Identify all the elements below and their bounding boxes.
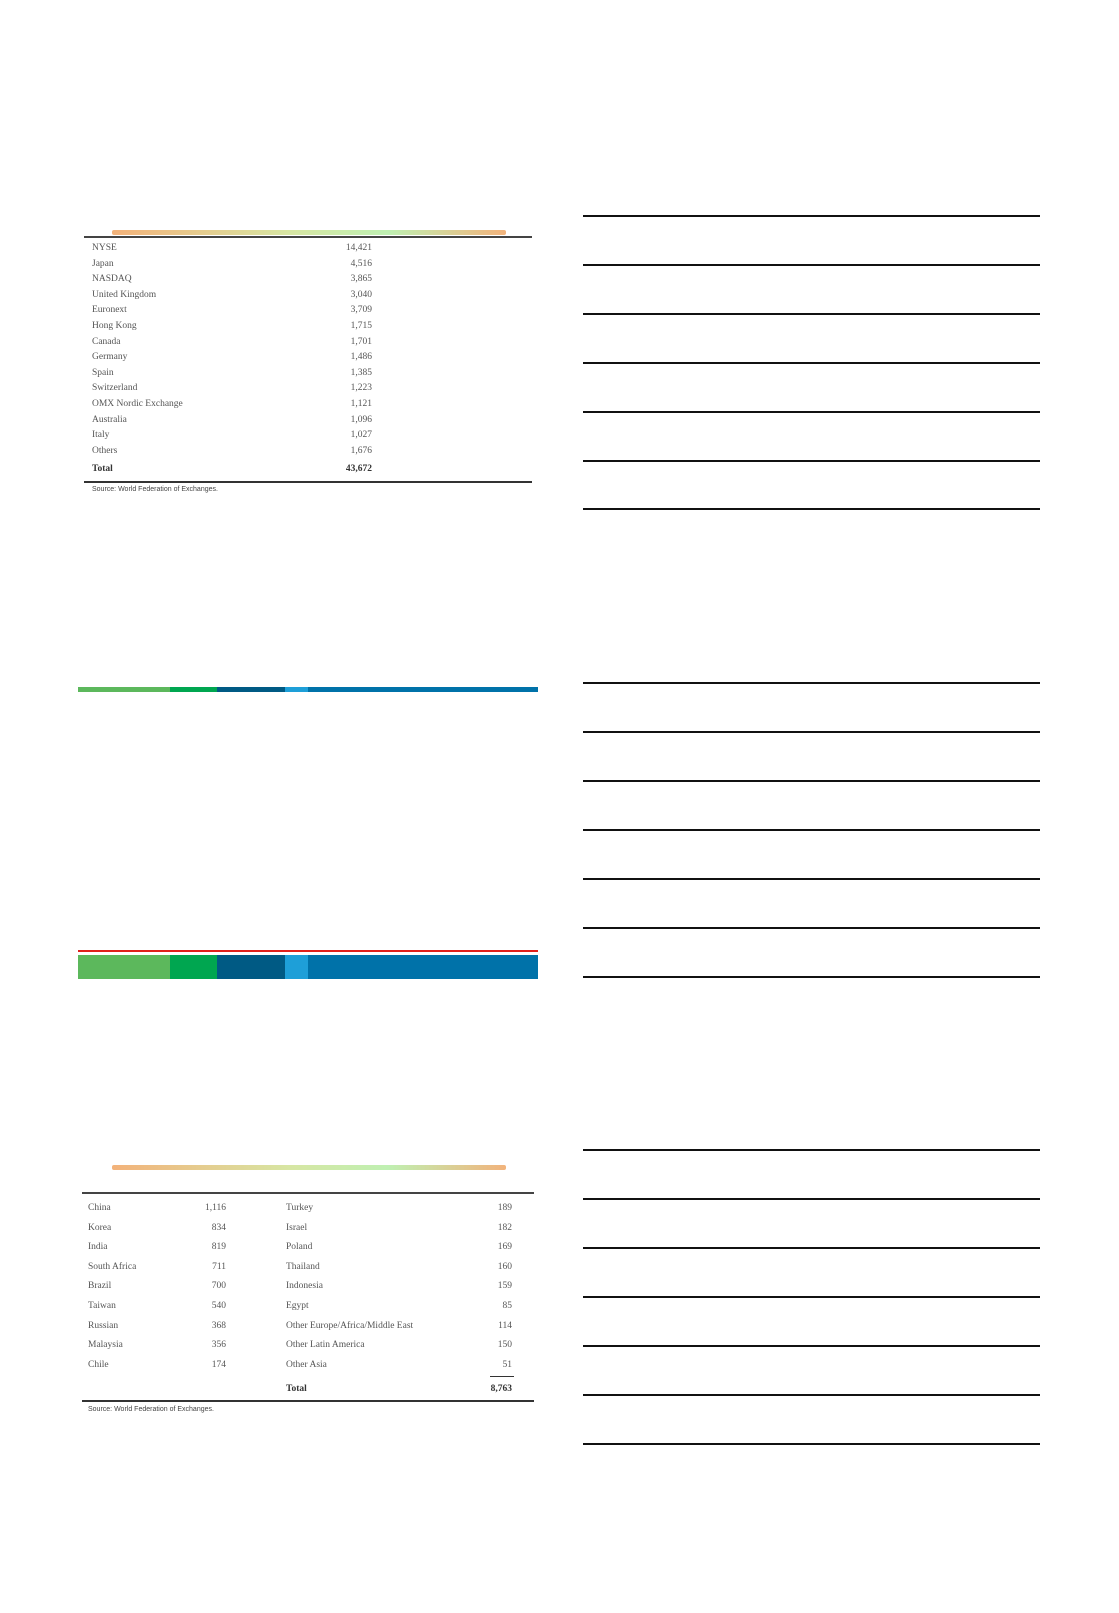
total-rule	[490, 1376, 514, 1377]
table-row: Russian 368	[88, 1320, 226, 1331]
slide-2	[78, 640, 538, 940]
note-line	[583, 460, 1040, 462]
table-source: Source: World Federation of Exchanges.	[92, 486, 218, 493]
table-row: Hong Kong 1,715	[92, 320, 372, 331]
note-line	[583, 1247, 1040, 1249]
note-line	[583, 264, 1040, 266]
total-row: Total 43,672	[92, 464, 372, 475]
table-row: NASDAQ 3,865	[92, 274, 372, 285]
table-row: Spain 1,385	[92, 367, 372, 378]
table-row: Japan 4,516	[92, 258, 372, 269]
table-row: Australia 1,096	[92, 414, 372, 425]
accent-red-line	[78, 950, 538, 952]
emerging-markets-right-column	[286, 1199, 512, 1399]
table-row: Korea 834	[88, 1222, 226, 1233]
table-row: China 1,116	[88, 1203, 226, 1213]
note-line	[583, 1198, 1040, 1200]
table-row: Italy 1,027	[92, 430, 372, 441]
table-row: Other Asia 51	[286, 1359, 512, 1370]
gradient-bar	[112, 230, 506, 235]
note-line	[583, 731, 1040, 733]
note-line	[583, 1345, 1040, 1347]
total-row: Total 8,763	[286, 1384, 512, 1395]
table-row: Malaysia 356	[88, 1340, 226, 1351]
table-row: Poland 169	[286, 1242, 512, 1253]
table-top-rule	[82, 1192, 534, 1194]
table-source: Source: World Federation of Exchanges.	[88, 1406, 214, 1413]
table-row: OMX Nordic Exchange 1,121	[92, 398, 372, 409]
note-line	[583, 411, 1040, 413]
note-line	[583, 1149, 1040, 1151]
note-line	[583, 1443, 1040, 1445]
note-line	[583, 927, 1040, 929]
slide-1	[78, 180, 538, 500]
note-line	[583, 682, 1040, 684]
table-row: Others 1,676	[92, 445, 372, 456]
table-row: Turkey 189	[286, 1203, 512, 1213]
slide-3	[78, 1130, 538, 1450]
table-row: United Kingdom 3,040	[92, 289, 372, 300]
table-row: India 819	[88, 1242, 226, 1253]
table-row: South Africa 711	[88, 1261, 226, 1272]
note-line	[583, 829, 1040, 831]
table-row: Germany 1,486	[92, 352, 372, 363]
table-row: Chile 174	[88, 1359, 226, 1370]
color-stripe-thin	[78, 687, 538, 692]
table-bottom-rule	[84, 481, 532, 483]
table-row: Thailand 160	[286, 1261, 512, 1272]
table-row: Switzerland 1,223	[92, 383, 372, 394]
note-line	[583, 508, 1040, 510]
table-row: Israel 182	[286, 1222, 512, 1233]
table-row: Other Europe/Africa/Middle East 114	[286, 1320, 512, 1331]
table-row: Euronext 3,709	[92, 305, 372, 316]
table-top-rule	[84, 236, 532, 238]
note-line	[583, 1394, 1040, 1396]
table-row: Taiwan 540	[88, 1300, 226, 1311]
table-row: Indonesia 159	[286, 1281, 512, 1292]
table-row: NYSE 14,421	[92, 243, 372, 253]
note-line	[583, 313, 1040, 315]
color-stripe-thick	[78, 955, 538, 979]
table-row: Other Latin America 150	[286, 1340, 512, 1351]
emerging-markets-left-column	[88, 1199, 226, 1375]
note-line	[583, 976, 1040, 978]
note-line	[583, 878, 1040, 880]
market-cap-table	[92, 241, 372, 478]
table-row: Egypt 85	[286, 1300, 512, 1311]
gradient-bar	[112, 1165, 506, 1170]
table-row: Canada 1,701	[92, 336, 372, 347]
note-line	[583, 215, 1040, 217]
note-line	[583, 1296, 1040, 1298]
table-row: Brazil 700	[88, 1281, 226, 1292]
table-bottom-rule	[82, 1400, 534, 1402]
note-line	[583, 362, 1040, 364]
note-line	[583, 780, 1040, 782]
